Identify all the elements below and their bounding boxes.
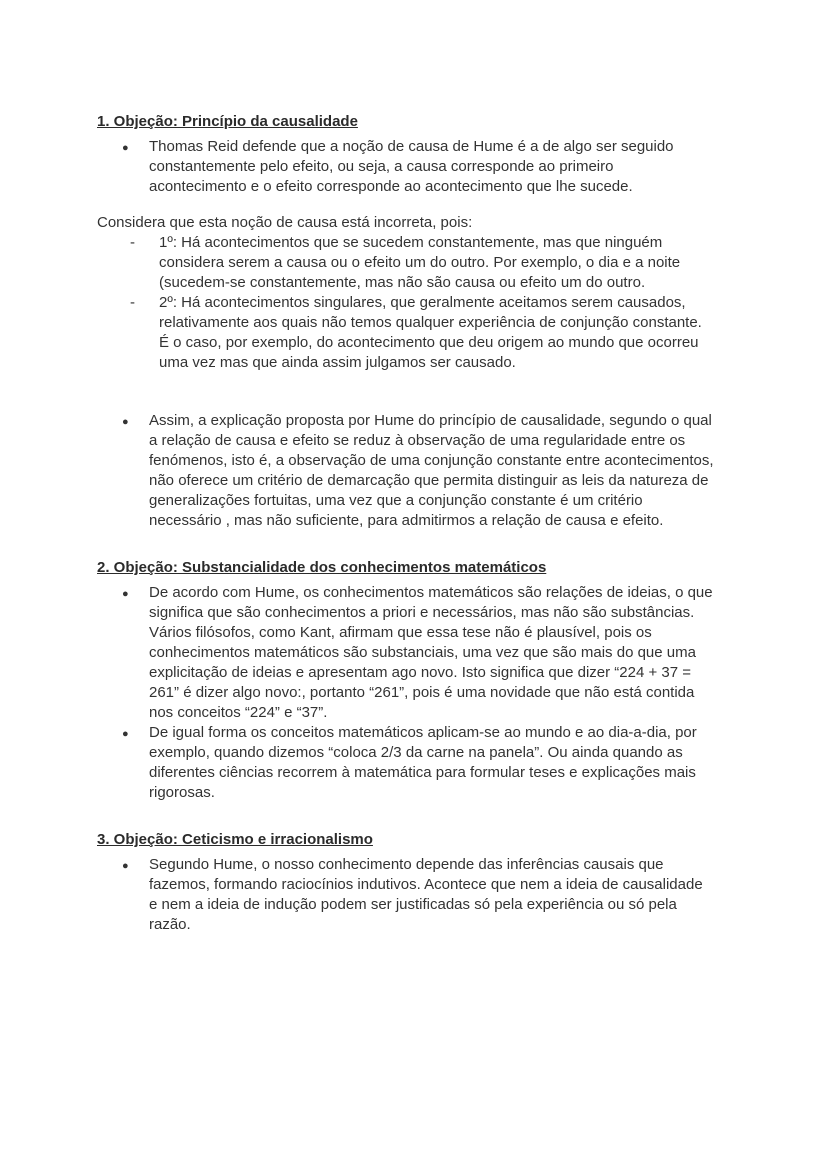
item-text: De igual forma os conceitos matemáticos aplicam-se ao mundo e ao dia-a-dia, por exemplo, quando dizemos “coloca 2/3 da carne na panela”. Ou ainda quando as diferentes ciências recorrem à matemática para formular teses e explicações mais rigorosas. xyxy=(149,724,697,801)
paragraph-item xyxy=(97,213,715,233)
section-objecao-3 xyxy=(97,830,715,935)
section-objecao-2 xyxy=(97,558,715,803)
bullet-marker: ● xyxy=(122,728,129,740)
section-objecao-1 xyxy=(97,112,715,531)
item-text: 1º: Há acontecimentos que se sucedem constantemente, mas que ninguém considera serem a causa ou o efeito um do outro. Por exemplo, o dia e a noite (sucedem-se constantemente, mas não são causa ou efeito um do outro. xyxy=(159,234,681,291)
dash-marker: - xyxy=(130,294,135,311)
bullet-marker: ● xyxy=(122,142,129,154)
item-text: Considera que esta noção de causa está incorreta, pois: xyxy=(97,214,473,231)
bullet-item xyxy=(97,411,715,531)
bullet-marker: ● xyxy=(122,588,129,600)
item-text: De acordo com Hume, os conhecimentos matemáticos são relações de ideias, o que significa que são conhecimentos a priori e necessários, mas não são substâncias. Vários filósofos, como Kant, afirmam que essa tese não é plausível, pois os conhecimentos matemáticos são substanciais, uma vez que são mais do que uma explicitação de ideias e apresentam ago novo. Isto significa que dizer “224 + 37 = 261” é dizer algo novo:, portanto “261”, pois é uma novidade que não está contida nos conceitos “224” e “37”. xyxy=(149,584,713,721)
bullet-item xyxy=(97,583,715,723)
document-content xyxy=(97,112,715,935)
item-text: 2º: Há acontecimentos singulares, que geralmente aceitamos serem causados, relativamente aos quais não temos qualquer experiência de conjunção constante. É o caso, por exemplo, do acontecimento que deu origem ao mundo que ocorreu uma vez mas que ainda assim julgamos ser causado. xyxy=(159,294,702,371)
section-1-heading: 1. Objeção: Princípio da causalidade xyxy=(97,113,358,130)
bullet-item xyxy=(97,855,715,935)
bullet-marker: ● xyxy=(122,416,129,428)
item-text: Segundo Hume, o nosso conhecimento depende das inferências causais que fazemos, formando raciocínios indutivos. Acontece que nem a ideia de causalidade e nem a ideia de indução podem ser justificadas só pela experiência ou só pela razão. xyxy=(149,856,703,933)
dash-item xyxy=(97,293,715,373)
dash-item xyxy=(97,233,715,293)
section-2-heading: 2. Objeção: Substancialidade dos conhecimentos matemáticos xyxy=(97,559,547,576)
bullet-item xyxy=(97,137,715,197)
bullet-marker: ● xyxy=(122,860,129,872)
dash-marker: - xyxy=(130,234,135,251)
bullet-item xyxy=(97,723,715,803)
item-text: Thomas Reid defende que a noção de causa de Hume é a de algo ser seguido constantemente pelo efeito, ou seja, a causa corresponde ao primeiro acontecimento e o efeito corresponde ao acontecimento que lhe sucede. xyxy=(149,138,674,195)
item-text: Assim, a explicação proposta por Hume do princípio de causalidade, segundo o qual a relação de causa e efeito se reduz à observação de uma regularidade entre os fenómenos, isto é, a observação de uma conjunção constante entre acontecimentos, não oferece um critério de demarcação que permita distinguir as leis da natureza de generalizações fortuitas, uma vez que a conjunção constante é um critério necessário , mas não suficiente, para admitirmos a relação de causa e efeito. xyxy=(149,412,714,529)
section-3-heading: 3. Objeção: Ceticismo e irracionalismo xyxy=(97,831,373,848)
